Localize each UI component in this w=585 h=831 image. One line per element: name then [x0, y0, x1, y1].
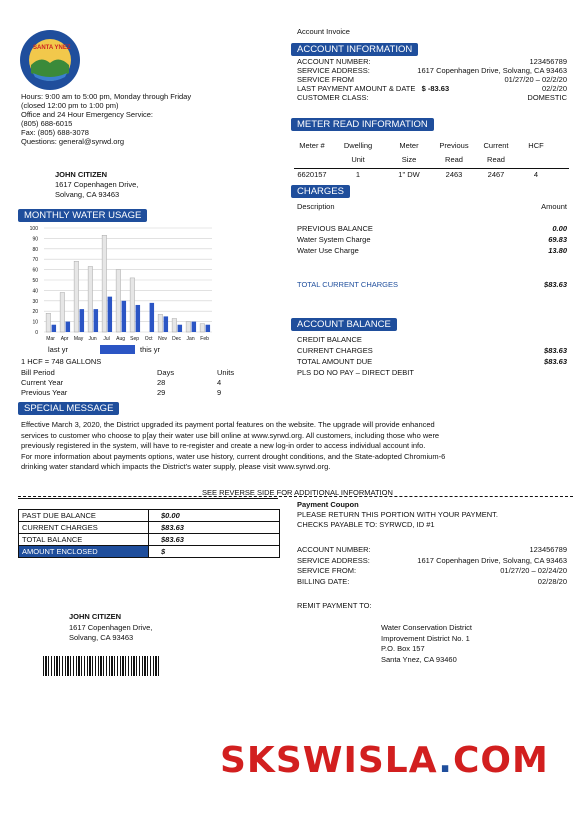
credit-balance-label: CREDIT BALANCE — [297, 335, 362, 344]
pay-current-charges-value: $83.63 — [161, 523, 184, 532]
balance-list — [297, 334, 567, 378]
cut-line — [18, 496, 573, 497]
x-tick-label: Jul — [103, 336, 110, 342]
y-tick-label: 30 — [32, 298, 38, 305]
charges-header: CHARGES — [291, 185, 350, 198]
service-address-label: SERVICE ADDRESS: — [297, 66, 370, 75]
district-logo — [19, 29, 81, 91]
service-address-value: 1617 Copenhagen Drive, Solvang, CA 93463 — [417, 66, 567, 75]
bar-last-year — [130, 278, 134, 332]
bar-last-year — [200, 324, 204, 332]
legend-last-year: last yr — [48, 345, 69, 354]
remit-line-2: Improvement District No. 1 — [381, 633, 470, 643]
bar-last-year — [158, 314, 162, 332]
bar-this-year — [80, 309, 84, 332]
meter-col-meter: Meter # — [299, 141, 325, 150]
remit-line-3: P.O. Box 157 — [381, 644, 425, 653]
total-balance-label: TOTAL BALANCE — [19, 534, 149, 545]
water-system-charge-label: Water System Charge — [297, 235, 371, 244]
office-phone: (805) 688-6015 — [21, 119, 73, 128]
coupon-billing-label: BILLING DATE: — [297, 576, 350, 586]
past-due-value: $0.00 — [161, 511, 180, 520]
amount-enclosed-field[interactable]: $ — [149, 546, 279, 557]
x-tick-label: Sep — [130, 336, 140, 342]
total-balance-value: $83.63 — [161, 535, 184, 544]
last-payment-label: LAST PAYMENT AMOUNT & DATE — [297, 84, 416, 93]
y-tick-label: 70 — [32, 257, 38, 264]
previous-year-units: 9 — [217, 388, 222, 397]
x-tick-label: Feb — [200, 336, 209, 342]
bill-period-header: Bill Period — [21, 368, 55, 377]
logo-center-text: SANTA YNEZ — [33, 45, 71, 51]
coupon-title: Payment Coupon — [297, 500, 359, 509]
meter-dwelling: 1 — [355, 170, 361, 179]
coupon-instruction: PLEASE RETURN THIS PORTION WITH YOUR PAYMENT. — [297, 510, 499, 519]
past-due-label: PAST DUE BALANCE — [19, 510, 149, 521]
x-tick-label: Oct — [144, 336, 153, 342]
remit-label: REMIT PAYMENT TO: — [297, 601, 372, 610]
special-line-1: Effective March 3, 2020, the District upgraded its payment portal features on the website. The upgrade will provide enhanced — [21, 420, 435, 429]
coupon-service-value: 01/27/20 – 02/24/20 — [500, 566, 567, 575]
special-line-3: previously registered in the system, will have to re-register and create a new log-in order to access individual account info. — [21, 441, 426, 450]
bar-last-year — [60, 292, 64, 332]
legend-this-year-swatch — [100, 345, 135, 354]
service-from-label: SERVICE FROM — [297, 75, 354, 84]
bar-this-year — [192, 322, 196, 332]
x-tick-label: Apr — [60, 336, 69, 342]
meter-col-current: Current — [483, 141, 509, 150]
bar-this-year — [122, 301, 126, 332]
x-tick-label: Aug — [116, 336, 126, 342]
service-from-value: 01/27/20 – 02/2/20 — [504, 75, 567, 84]
coupon-billing-value: 02/28/20 — [537, 576, 567, 586]
current-year-label: Current Year — [21, 378, 64, 387]
office-hours: Hours: 9:00 am to 5:00 pm, Monday through Friday — [21, 92, 192, 101]
customer-class-label: CUSTOMER CLASS: — [297, 93, 369, 102]
bar-last-year — [74, 261, 78, 332]
y-tick-label: 0 — [35, 330, 38, 336]
meter-col-previous: Previous — [439, 141, 469, 150]
account-info-header: ACCOUNT INFORMATION — [291, 43, 418, 56]
account-number-value: 123456789 — [529, 57, 567, 66]
y-tick-label: 40 — [32, 288, 38, 295]
office-fax: Fax: (805) 688-3078 — [21, 128, 89, 137]
total-amount-due-value: $83.63 — [544, 357, 567, 366]
coupon-account-value: 123456789 — [529, 545, 567, 554]
remit-line-1: Water Conservation District — [381, 623, 472, 632]
bar-this-year — [206, 325, 210, 332]
meter-col-dwelling: Dwelling — [343, 141, 373, 150]
y-tick-label: 100 — [29, 226, 38, 232]
bar-this-year — [66, 322, 70, 332]
water-use-charge-value: 13.80 — [548, 246, 567, 255]
emergency-label: Office and 24 Hour Emergency Service: — [21, 110, 154, 119]
balance-current-label: CURRENT CHARGES — [297, 346, 373, 355]
x-tick-label: Jun — [88, 336, 97, 342]
bar-last-year — [88, 266, 92, 332]
brand-dot: . — [438, 740, 453, 781]
meter-size: 1" DW — [398, 170, 420, 179]
bar-this-year — [136, 305, 140, 332]
customer-class-value: DOMESTIC — [527, 93, 567, 102]
meter-col-dwelling-2: Unit — [351, 155, 365, 164]
bar-last-year — [172, 318, 176, 332]
previous-balance-value: 0.00 — [552, 224, 567, 233]
reverse-side-note: SEE REVERSE SIDE FOR ADDITIONAL INFORMATION — [202, 488, 393, 497]
bar-this-year — [150, 303, 154, 332]
bar-last-year — [116, 270, 120, 332]
usage-header: MONTHLY WATER USAGE — [18, 209, 147, 222]
bar-this-year — [178, 325, 182, 332]
bar-last-year — [186, 322, 190, 332]
brand-main: SKSWISLA — [220, 740, 439, 781]
total-amount-due-label: TOTAL AMOUNT DUE — [297, 357, 373, 366]
charges-description-label: Description — [297, 202, 335, 211]
meter-col-size: Meter — [399, 141, 419, 150]
coupon-customer-city: Solvang, CA 93463 — [69, 633, 134, 642]
units-header: Units — [217, 368, 235, 377]
x-tick-label: Nov — [158, 336, 168, 342]
meter-table — [294, 139, 569, 181]
bar-this-year — [94, 309, 98, 332]
usage-chart — [18, 224, 218, 346]
meter-col-size-2: Size — [401, 155, 417, 164]
charges-list — [297, 223, 567, 256]
y-tick-label: 80 — [32, 246, 38, 253]
meter-col-previous-2: Read — [445, 155, 463, 164]
legend-this-year: this yr — [140, 345, 161, 354]
brand-watermark — [220, 740, 549, 781]
direct-debit-note: PLS DO NO PAY – DIRECT DEBIT — [297, 368, 414, 377]
special-line-5: drinking water standard which impacts the District's water supply, please visit www.syrwd.org. — [21, 462, 331, 471]
coupon-address-value: 1617 Copenhagen Drive, Solvang, CA 93463 — [417, 555, 567, 565]
special-message-header: SPECIAL MESSAGE — [18, 402, 119, 415]
customer-city: Solvang, CA 93463 — [55, 190, 120, 199]
invoice-title: Account Invoice — [297, 27, 350, 36]
meter-header: METER READ INFORMATION — [291, 118, 434, 131]
last-payment-amount: $ -83.63 — [421, 84, 450, 93]
coupon-payable: CHECKS PAYABLE TO: SYRWCD, ID #1 — [297, 520, 435, 529]
total-current-charges-value: $83.63 — [544, 280, 567, 289]
x-tick-label: Mar — [46, 336, 55, 342]
meter-current: 2467 — [487, 170, 505, 179]
special-line-2: services to customer who choose to p[ay their water use bill online at www.syrwd.org. All customers, including those who were — [21, 430, 440, 440]
bar-last-year — [102, 235, 106, 332]
bar-this-year — [52, 325, 56, 332]
x-tick-label: Jan — [186, 336, 195, 342]
meter-col-current-2: Read — [487, 155, 505, 164]
remit-line-4: Santa Ynez, CA 93460 — [381, 654, 457, 664]
bar-this-year — [164, 316, 168, 332]
office-closed: (closed 12:00 pm to 1:00 pm) — [21, 101, 119, 110]
bar-this-year — [108, 297, 112, 332]
special-message-text — [21, 420, 445, 473]
y-tick-label: 20 — [32, 309, 38, 316]
y-tick-label: 50 — [32, 278, 38, 284]
y-tick-label: 10 — [32, 319, 38, 326]
x-tick-label: Dec — [172, 336, 182, 342]
customer-street: 1617 Copenhagen Drive, — [55, 180, 139, 189]
hcf-note: 1 HCF = 748 GALLONS — [21, 357, 102, 366]
last-payment-date: 02/2/20 — [541, 84, 567, 93]
remit-address — [381, 623, 472, 665]
account-number-label: ACCOUNT NUMBER: — [297, 57, 371, 66]
total-current-charges-label: TOTAL CURRENT CHARGES — [297, 280, 398, 289]
questions-email[interactable]: Questions: general@syrwd.org — [21, 137, 125, 146]
amount-enclosed-label: AMOUNT ENCLOSED — [19, 546, 149, 557]
water-use-charge-label: Water Use Charge — [297, 246, 359, 255]
days-header: Days — [157, 368, 175, 377]
previous-year-label: Previous Year — [21, 388, 68, 397]
y-tick-label: 90 — [32, 236, 38, 243]
pay-current-charges-label: CURRENT CHARGES — [19, 522, 149, 533]
charges-amount-label: Amount — [541, 202, 567, 211]
account-info-block — [297, 57, 567, 102]
payment-summary-table — [18, 509, 280, 558]
balance-header: ACCOUNT BALANCE — [291, 318, 397, 331]
bar-last-year — [46, 313, 50, 332]
bill-period-table — [21, 368, 234, 398]
meter-hcf: 4 — [533, 170, 539, 179]
meter-number: 6620157 — [297, 170, 327, 179]
meter-col-hcf: HCF — [528, 141, 544, 150]
coupon-customer-name: JOHN CITIZEN — [69, 612, 122, 621]
coupon-divider — [18, 498, 278, 499]
balance-current-value: $83.63 — [544, 346, 567, 355]
coupon-details — [297, 545, 567, 587]
coupon-customer-street: 1617 Copenhagen Drive, — [69, 622, 153, 632]
current-year-units: 4 — [217, 378, 222, 387]
x-tick-label: May — [73, 336, 84, 342]
coupon-service-label: SERVICE FROM: — [297, 566, 357, 575]
current-year-days: 28 — [157, 378, 166, 387]
water-system-charge-value: 69.83 — [548, 235, 567, 244]
coupon-address-label: SERVICE ADDRESS: — [297, 555, 370, 565]
barcode — [43, 656, 161, 676]
coupon-account-label: ACCOUNT NUMBER: — [297, 545, 371, 554]
previous-balance-label: PREVIOUS BALANCE — [297, 224, 373, 233]
previous-year-days: 29 — [157, 388, 166, 397]
customer-name: JOHN CITIZEN — [55, 170, 108, 179]
brand-tld: COM — [452, 740, 549, 781]
special-line-4: For more information about payments options, water use history, current drought conditions, and the State-adopted Chromium-6 — [21, 451, 446, 461]
meter-previous: 2463 — [445, 170, 463, 179]
y-tick-label: 60 — [32, 267, 38, 274]
